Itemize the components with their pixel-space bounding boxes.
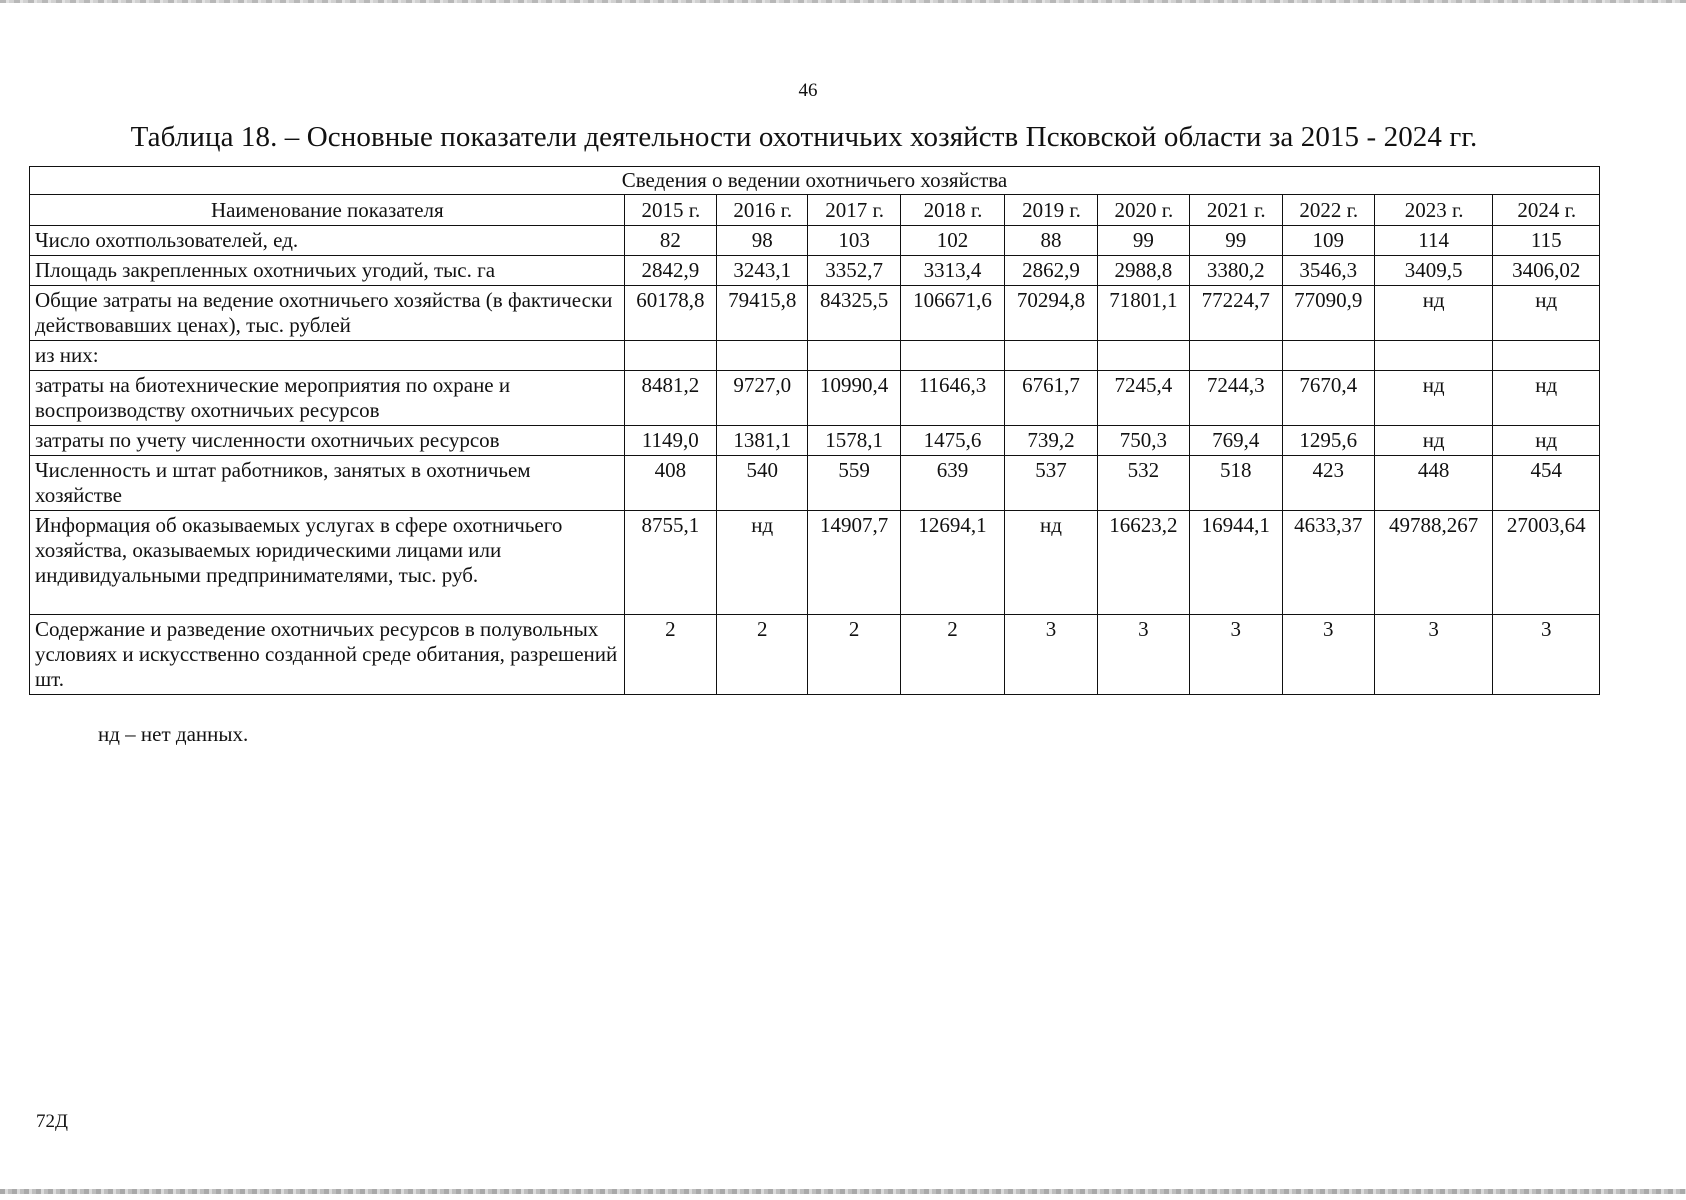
table-cell: нд	[717, 511, 808, 615]
document-mark: 72Д	[36, 1111, 68, 1132]
table-cell: 2	[808, 615, 900, 695]
section-header-row	[30, 167, 1600, 195]
table-cell: 750,3	[1097, 426, 1189, 456]
table-cell: 115	[1493, 226, 1600, 256]
table-cell: 1295,6	[1282, 426, 1374, 456]
table-cell: 77224,7	[1190, 286, 1282, 341]
table-cell: 16623,2	[1097, 511, 1189, 615]
table-cell: 12694,1	[900, 511, 1004, 615]
table-cell	[808, 341, 900, 371]
table-cell: 537	[1005, 456, 1097, 511]
table-cell: 49788,267	[1374, 511, 1493, 615]
table-cell: 3	[1493, 615, 1600, 695]
table-cell: 1381,1	[717, 426, 808, 456]
table-cell: 6761,7	[1005, 371, 1097, 426]
table-cell: 14907,7	[808, 511, 900, 615]
table-cell: 3	[1097, 615, 1189, 695]
table-cell: 84325,5	[808, 286, 900, 341]
column-header-year: 2021 г.	[1190, 195, 1282, 226]
indicator-name: Содержание и разведение охотничьих ресурсов в полувольных условиях и искусственно созданной среде обитания, разрешений шт.	[30, 615, 625, 695]
table-cell: 7245,4	[1097, 371, 1189, 426]
table-cell: нд	[1374, 286, 1493, 341]
column-header-year: 2024 г.	[1493, 195, 1600, 226]
column-header-year: 2018 г.	[900, 195, 1004, 226]
table-cell: 3352,7	[808, 256, 900, 286]
table-cell: 408	[624, 456, 716, 511]
indicators-table	[29, 166, 1600, 695]
table-cell: 2988,8	[1097, 256, 1189, 286]
table-cell: 77090,9	[1282, 286, 1374, 341]
table-cell: 3	[1005, 615, 1097, 695]
table-cell	[1190, 341, 1282, 371]
table-cell	[900, 341, 1004, 371]
table-cell: нд	[1374, 426, 1493, 456]
table-cell: нд	[1374, 371, 1493, 426]
table-row	[30, 256, 1600, 286]
table-cell	[717, 341, 808, 371]
table-cell	[1097, 341, 1189, 371]
table-cell: нд	[1493, 426, 1600, 456]
table-row	[30, 511, 1600, 615]
table-cell: 739,2	[1005, 426, 1097, 456]
column-header-year: 2017 г.	[808, 195, 900, 226]
table-cell: 3	[1282, 615, 1374, 695]
table-cell: 2	[717, 615, 808, 695]
table-cell: 7670,4	[1282, 371, 1374, 426]
column-header-year: 2019 г.	[1005, 195, 1097, 226]
page-number: 46	[798, 80, 818, 101]
table-cell: 2	[624, 615, 716, 695]
table-cell: 98	[717, 226, 808, 256]
table-cell: 2862,9	[1005, 256, 1097, 286]
table-cell: 16944,1	[1190, 511, 1282, 615]
table-cell: 88	[1005, 226, 1097, 256]
indicator-name: затраты на биотехнические мероприятия по охране и воспроизводству охотничьих ресурсов	[30, 371, 625, 426]
column-header-year: 2023 г.	[1374, 195, 1493, 226]
table-cell: 82	[624, 226, 716, 256]
table-cell: 3313,4	[900, 256, 1004, 286]
table-cell: 1578,1	[808, 426, 900, 456]
table-row	[30, 341, 1600, 371]
table-cell	[1493, 341, 1600, 371]
table-cell: 532	[1097, 456, 1189, 511]
table-row	[30, 456, 1600, 511]
scan-edge-bottom	[0, 1189, 1686, 1194]
table-cell: 99	[1190, 226, 1282, 256]
table-cell: нд	[1493, 286, 1600, 341]
table-cell: 540	[717, 456, 808, 511]
table-cell: 3380,2	[1190, 256, 1282, 286]
table-cell: 11646,3	[900, 371, 1004, 426]
table-cell: 71801,1	[1097, 286, 1189, 341]
table-cell: 102	[900, 226, 1004, 256]
table-cell	[1282, 341, 1374, 371]
table-cell: 106671,6	[900, 286, 1004, 341]
indicator-name: Информация об оказываемых услугах в сфере охотничьего хозяйства, оказываемых юридическими лицами или индивидуальными предпринимателями, тыс. руб.	[30, 511, 625, 615]
table-cell: 3406,02	[1493, 256, 1600, 286]
indicator-name: затраты по учету численности охотничьих ресурсов	[30, 426, 625, 456]
table-cell: 3	[1190, 615, 1282, 695]
table-cell: 7244,3	[1190, 371, 1282, 426]
column-header-year: 2016 г.	[717, 195, 808, 226]
table-row	[30, 226, 1600, 256]
table-cell: 10990,4	[808, 371, 900, 426]
table-cell: 4633,37	[1282, 511, 1374, 615]
table-title: Таблица 18. – Основные показатели деятельности охотничьих хозяйств Псковской области за 2015 - 2024 гг.	[130, 121, 1478, 153]
table-row	[30, 371, 1600, 426]
table-cell: 8755,1	[624, 511, 716, 615]
table-cell: 423	[1282, 456, 1374, 511]
table-cell: 60178,8	[624, 286, 716, 341]
table-cell: 8481,2	[624, 371, 716, 426]
table-cell: нд	[1005, 511, 1097, 615]
scan-edge-top	[0, 0, 1686, 3]
indicator-name: Число охотпользователей, ед.	[30, 226, 625, 256]
table-cell: 70294,8	[1005, 286, 1097, 341]
table-cell: 3	[1374, 615, 1493, 695]
table-body	[30, 226, 1600, 695]
table-cell: 559	[808, 456, 900, 511]
table-cell: 769,4	[1190, 426, 1282, 456]
table-cell	[1005, 341, 1097, 371]
table-cell: 109	[1282, 226, 1374, 256]
table-cell: 448	[1374, 456, 1493, 511]
table-row	[30, 286, 1600, 341]
table-cell: 1475,6	[900, 426, 1004, 456]
table-cell	[1374, 341, 1493, 371]
table-cell: 454	[1493, 456, 1600, 511]
table-cell: 2	[900, 615, 1004, 695]
table-cell: 103	[808, 226, 900, 256]
indicator-name: из них:	[30, 341, 625, 371]
section-header: Сведения о ведении охотничьего хозяйства	[30, 167, 1600, 195]
table-cell: 99	[1097, 226, 1189, 256]
column-header-year: 2015 г.	[624, 195, 716, 226]
indicator-name: Общие затраты на ведение охотничьего хозяйства (в фактически действовавших ценах), тыс. рублей	[30, 286, 625, 341]
table-cell: 3243,1	[717, 256, 808, 286]
footnote: нд – нет данных.	[98, 722, 249, 746]
table-cell: 79415,8	[717, 286, 808, 341]
table-cell	[624, 341, 716, 371]
column-header-year: 2022 г.	[1282, 195, 1374, 226]
table-cell: 1149,0	[624, 426, 716, 456]
table-cell: 114	[1374, 226, 1493, 256]
indicator-name: Численность и штат работников, занятых в охотничьем хозяйстве	[30, 456, 625, 511]
table-cell: 518	[1190, 456, 1282, 511]
table-cell: 2842,9	[624, 256, 716, 286]
column-header-indicator: Наименование показателя	[30, 195, 625, 226]
table-cell: 3546,3	[1282, 256, 1374, 286]
table-row	[30, 615, 1600, 695]
table-cell: нд	[1493, 371, 1600, 426]
table-cell: 27003,64	[1493, 511, 1600, 615]
column-header-year: 2020 г.	[1097, 195, 1189, 226]
column-header-row	[30, 195, 1600, 226]
table-row	[30, 426, 1600, 456]
table-cell: 3409,5	[1374, 256, 1493, 286]
table-cell: 639	[900, 456, 1004, 511]
indicator-name: Площадь закрепленных охотничьих угодий, тыс. га	[30, 256, 625, 286]
table-cell: 9727,0	[717, 371, 808, 426]
